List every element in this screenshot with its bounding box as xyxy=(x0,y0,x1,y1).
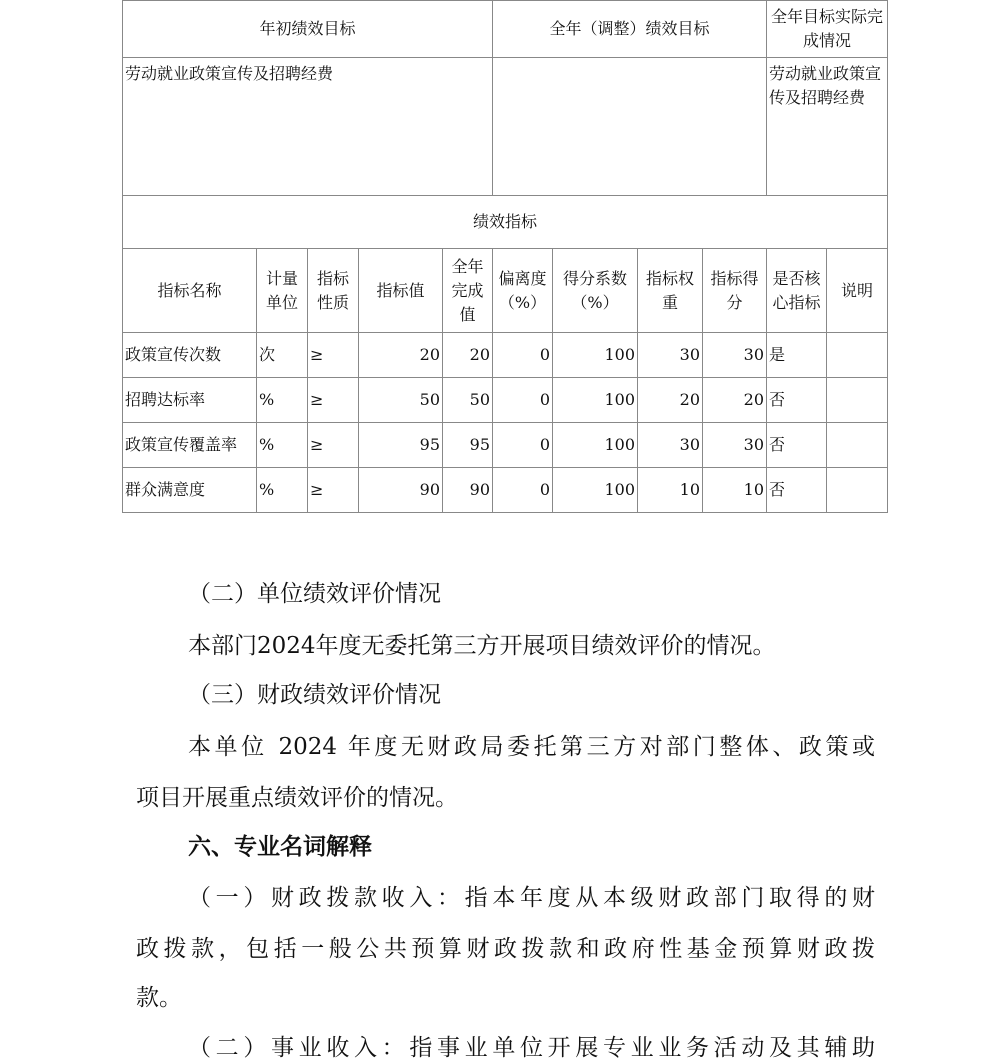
column-header: 指标得分 xyxy=(703,249,767,333)
column-header: 指标性质 xyxy=(308,249,359,333)
column-header: 指标值 xyxy=(359,249,443,333)
table-cell: 0 xyxy=(493,468,553,513)
table-cell xyxy=(827,468,888,513)
table-cell: 20 xyxy=(638,378,703,423)
table-cell: 20 xyxy=(443,333,493,378)
table-cell xyxy=(827,333,888,378)
table-cell: 20 xyxy=(703,378,767,423)
table-cell: 否 xyxy=(767,423,827,468)
table-row xyxy=(123,333,888,378)
goal-header-adjusted: 全年（调整）绩效目标 xyxy=(493,1,767,58)
table-cell: 100 xyxy=(553,468,638,513)
table-cell: 100 xyxy=(553,333,638,378)
table-cell: 10 xyxy=(703,468,767,513)
table-cell: 30 xyxy=(638,333,703,378)
table-cell: 0 xyxy=(493,378,553,423)
definition1-line3: 款。 xyxy=(136,985,182,1011)
column-header: 偏离度（%） xyxy=(493,249,553,333)
column-header: 指标名称 xyxy=(123,249,257,333)
table-cell: ≥ xyxy=(308,468,359,513)
table-cell: 90 xyxy=(359,468,443,513)
table-cell: 10 xyxy=(638,468,703,513)
table-cell: ≥ xyxy=(308,423,359,468)
column-header: 得分系数（%） xyxy=(553,249,638,333)
table-cell: 次 xyxy=(257,333,308,378)
table-cell: 30 xyxy=(638,423,703,468)
column-header: 全年完成值 xyxy=(443,249,493,333)
paragraph-finance-line2: 项目开展重点绩效评价的情况。 xyxy=(136,785,458,811)
table-cell: ≥ xyxy=(308,378,359,423)
paragraph-unit-evaluation: 本部门2024年度无委托第三方开展项目绩效评价的情况。 xyxy=(188,633,776,659)
table-cell: 90 xyxy=(443,468,493,513)
goal-value-adjusted xyxy=(493,58,767,196)
table-row xyxy=(123,468,888,513)
heading-terms: 六、专业名词解释 xyxy=(188,834,372,860)
table-cell: 30 xyxy=(703,423,767,468)
column-header: 计量单位 xyxy=(257,249,308,333)
table-cell: 政策宣传次数 xyxy=(123,333,257,378)
definition1-line2: 政拨款，包括一般公共预算财政拨款和政府性基金预算财政拨 xyxy=(136,936,875,962)
table-cell: 是 xyxy=(767,333,827,378)
table-cell: 95 xyxy=(359,423,443,468)
column-header: 说明 xyxy=(827,249,888,333)
table-cell: 0 xyxy=(493,423,553,468)
heading-finance-evaluation: （三）财政绩效评价情况 xyxy=(188,682,441,708)
definition2-line1: （二）事业收入：指事业单位开展专业业务活动及其辅助 xyxy=(188,1035,875,1061)
table-cell: 50 xyxy=(443,378,493,423)
goal-value-initial: 劳动就业政策宣传及招聘经费 xyxy=(123,58,493,196)
table-cell: 否 xyxy=(767,468,827,513)
table-cell: ≥ xyxy=(308,333,359,378)
table-cell: 100 xyxy=(553,423,638,468)
table-cell: 30 xyxy=(703,333,767,378)
table-cell: 100 xyxy=(553,378,638,423)
table-cell: 20 xyxy=(359,333,443,378)
performance-table xyxy=(122,0,888,513)
table-cell: 50 xyxy=(359,378,443,423)
table-cell xyxy=(827,378,888,423)
table-row xyxy=(123,378,888,423)
table-cell: % xyxy=(257,378,308,423)
table-row xyxy=(123,423,888,468)
table-cell: 否 xyxy=(767,378,827,423)
definition1-line1: （一）财政拨款收入：指本年度从本级财政部门取得的财 xyxy=(188,885,875,911)
table-cell: 招聘达标率 xyxy=(123,378,257,423)
table-cell: 群众满意度 xyxy=(123,468,257,513)
column-header: 指标权重 xyxy=(638,249,703,333)
table-cell: 95 xyxy=(443,423,493,468)
column-header: 是否核心指标 xyxy=(767,249,827,333)
table-cell: 0 xyxy=(493,333,553,378)
section-title: 绩效指标 xyxy=(123,196,888,249)
table-cell: % xyxy=(257,468,308,513)
heading-unit-evaluation: （二）单位绩效评价情况 xyxy=(188,581,441,607)
table-cell: % xyxy=(257,423,308,468)
table-cell xyxy=(827,423,888,468)
column-header-row xyxy=(123,249,888,333)
goal-value-actual: 劳动就业政策宣传及招聘经费 xyxy=(767,58,888,196)
table-cell: 政策宣传覆盖率 xyxy=(123,423,257,468)
paragraph-finance-line1: 本单位 2024 年度无财政局委托第三方对部门整体、政策或 xyxy=(188,734,875,760)
goal-header-initial: 年初绩效目标 xyxy=(123,1,493,58)
goal-header-actual: 全年目标实际完成情况 xyxy=(767,1,888,58)
